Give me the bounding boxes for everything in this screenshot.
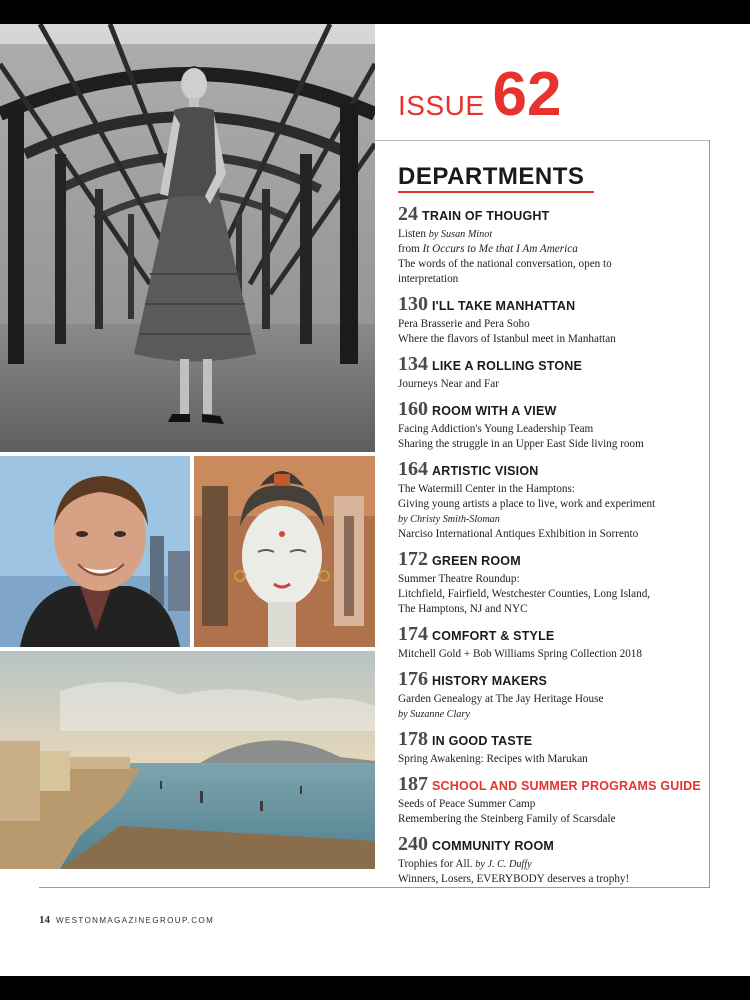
entry-text: Seeds of Peace Summer Camp [398,798,536,810]
entry-ill-take-manhattan [398,293,698,347]
entry-title[interactable]: IN GOOD TASTE [432,734,533,748]
entry-title[interactable]: ROOM WITH A VIEW [432,404,557,418]
entry-page-number: 178 [398,728,428,750]
entry-book-title: It Occurs to Me that I Am America [422,243,578,255]
entry-title[interactable]: COMMUNITY ROOM [432,839,555,853]
pergola-woman-photo [0,24,375,452]
entry-title[interactable]: I'LL TAKE MANHATTAN [432,299,576,313]
entry-byline: by J. C. Duffy [475,859,532,870]
entry-text: Winners, Losers, EVERYBODY deserves a trophy! [398,873,630,885]
entry-in-good-taste [398,728,698,767]
entry-byline: by Suzanne Clary [398,709,470,720]
entry-text: Summer Theatre Roundup: [398,573,520,585]
entry-page-number: 134 [398,353,428,375]
bottom-black-bar [0,976,750,1000]
page-footer [39,914,214,926]
entry-history-makers [398,668,698,722]
entry-community-room [398,833,698,887]
entry-artistic-vision [398,458,698,542]
entry-comfort-and-style [398,623,698,662]
entry-page-number: 172 [398,548,428,570]
entry-title[interactable]: LIKE A ROLLING STONE [432,359,583,373]
footer-site[interactable]: WESTONMAGAZINEGROUP.COM [56,916,215,925]
entry-page-number: 160 [398,398,428,420]
entry-text: Spring Awakening: Recipes with Marukan [398,753,588,765]
departments-underline [398,191,594,193]
entry-page-number: 187 [398,773,428,795]
entry-text: Journeys Near and Far [398,378,499,390]
entry-text: Pera Brasserie and Pera Soho [398,318,530,330]
entry-title[interactable]: COMFORT & STYLE [432,629,555,643]
entry-text: Litchfield, Fairfield, Westchester Counties, Long Island, [398,588,651,600]
entry-page-number: 164 [398,458,428,480]
entry-text: Trophies for All. [398,858,476,870]
entry-text: Garden Genealogy at The Jay Heritage House [398,693,604,705]
entry-text: The Hamptons, NJ and NYC [398,603,528,615]
entry-title[interactable]: GREEN ROOM [432,554,521,568]
entry-text: The Watermill Center in the Hamptons: [398,483,575,495]
entry-text: The words of the national conversation, open to [398,258,612,270]
issue-heading [398,60,562,134]
entry-page-number: 130 [398,293,428,315]
entry-text: from [398,243,423,255]
entry-room-with-a-view [398,398,698,452]
entry-green-room [398,548,698,617]
entry-text: Giving young artists a place to live, work and experiment [398,498,656,510]
statue-head-photo [194,456,375,647]
entry-like-a-rolling-stone [398,353,698,392]
entry-page-number: 176 [398,668,428,690]
entry-text: Listen [398,228,429,240]
entry-school-and-summer-programs-guide [398,773,701,827]
entry-text: interpretation [398,273,459,285]
entry-text: Remembering the Steinberg Family of Scarsdale [398,813,616,825]
entry-text: Mitchell Gold + Bob Williams Spring Collection 2018 [398,648,642,660]
issue-number: 62 [492,60,562,129]
entry-title[interactable]: HISTORY MAKERS [432,674,548,688]
entry-byline: by Susan Minot [428,229,493,240]
departments-list [398,203,701,893]
entry-title[interactable]: ARTISTIC VISION [432,464,539,478]
entry-text: Sharing the struggle in an Upper East Side living room [398,438,644,450]
entry-text: Where the flavors of Istanbul meet in Manhattan [398,333,616,345]
issue-word: ISSUE [398,90,485,121]
entry-train-of-thought [398,203,698,287]
entry-byline: by Christy Smith-Sloman [398,514,500,525]
entry-text: Narciso International Antiques Exhibition in Sorrento [398,528,639,540]
entry-page-number: 24 [398,203,418,225]
entry-title[interactable]: TRAIN OF THOUGHT [422,209,550,223]
page-number: 14 [39,914,50,926]
entry-text: Facing Addiction's Young Leadership Team [398,423,594,435]
frame-right-rule [709,140,710,888]
entry-page-number: 240 [398,833,428,855]
smiling-man-photo [0,456,190,647]
frame-top-rule [375,140,710,141]
top-black-bar [0,0,750,24]
entry-page-number: 174 [398,623,428,645]
departments-title: DEPARTMENTS [398,163,585,190]
entry-title[interactable]: SCHOOL AND SUMMER PROGRAMS GUIDE [432,779,701,793]
harbor-painting-photo [0,651,375,869]
